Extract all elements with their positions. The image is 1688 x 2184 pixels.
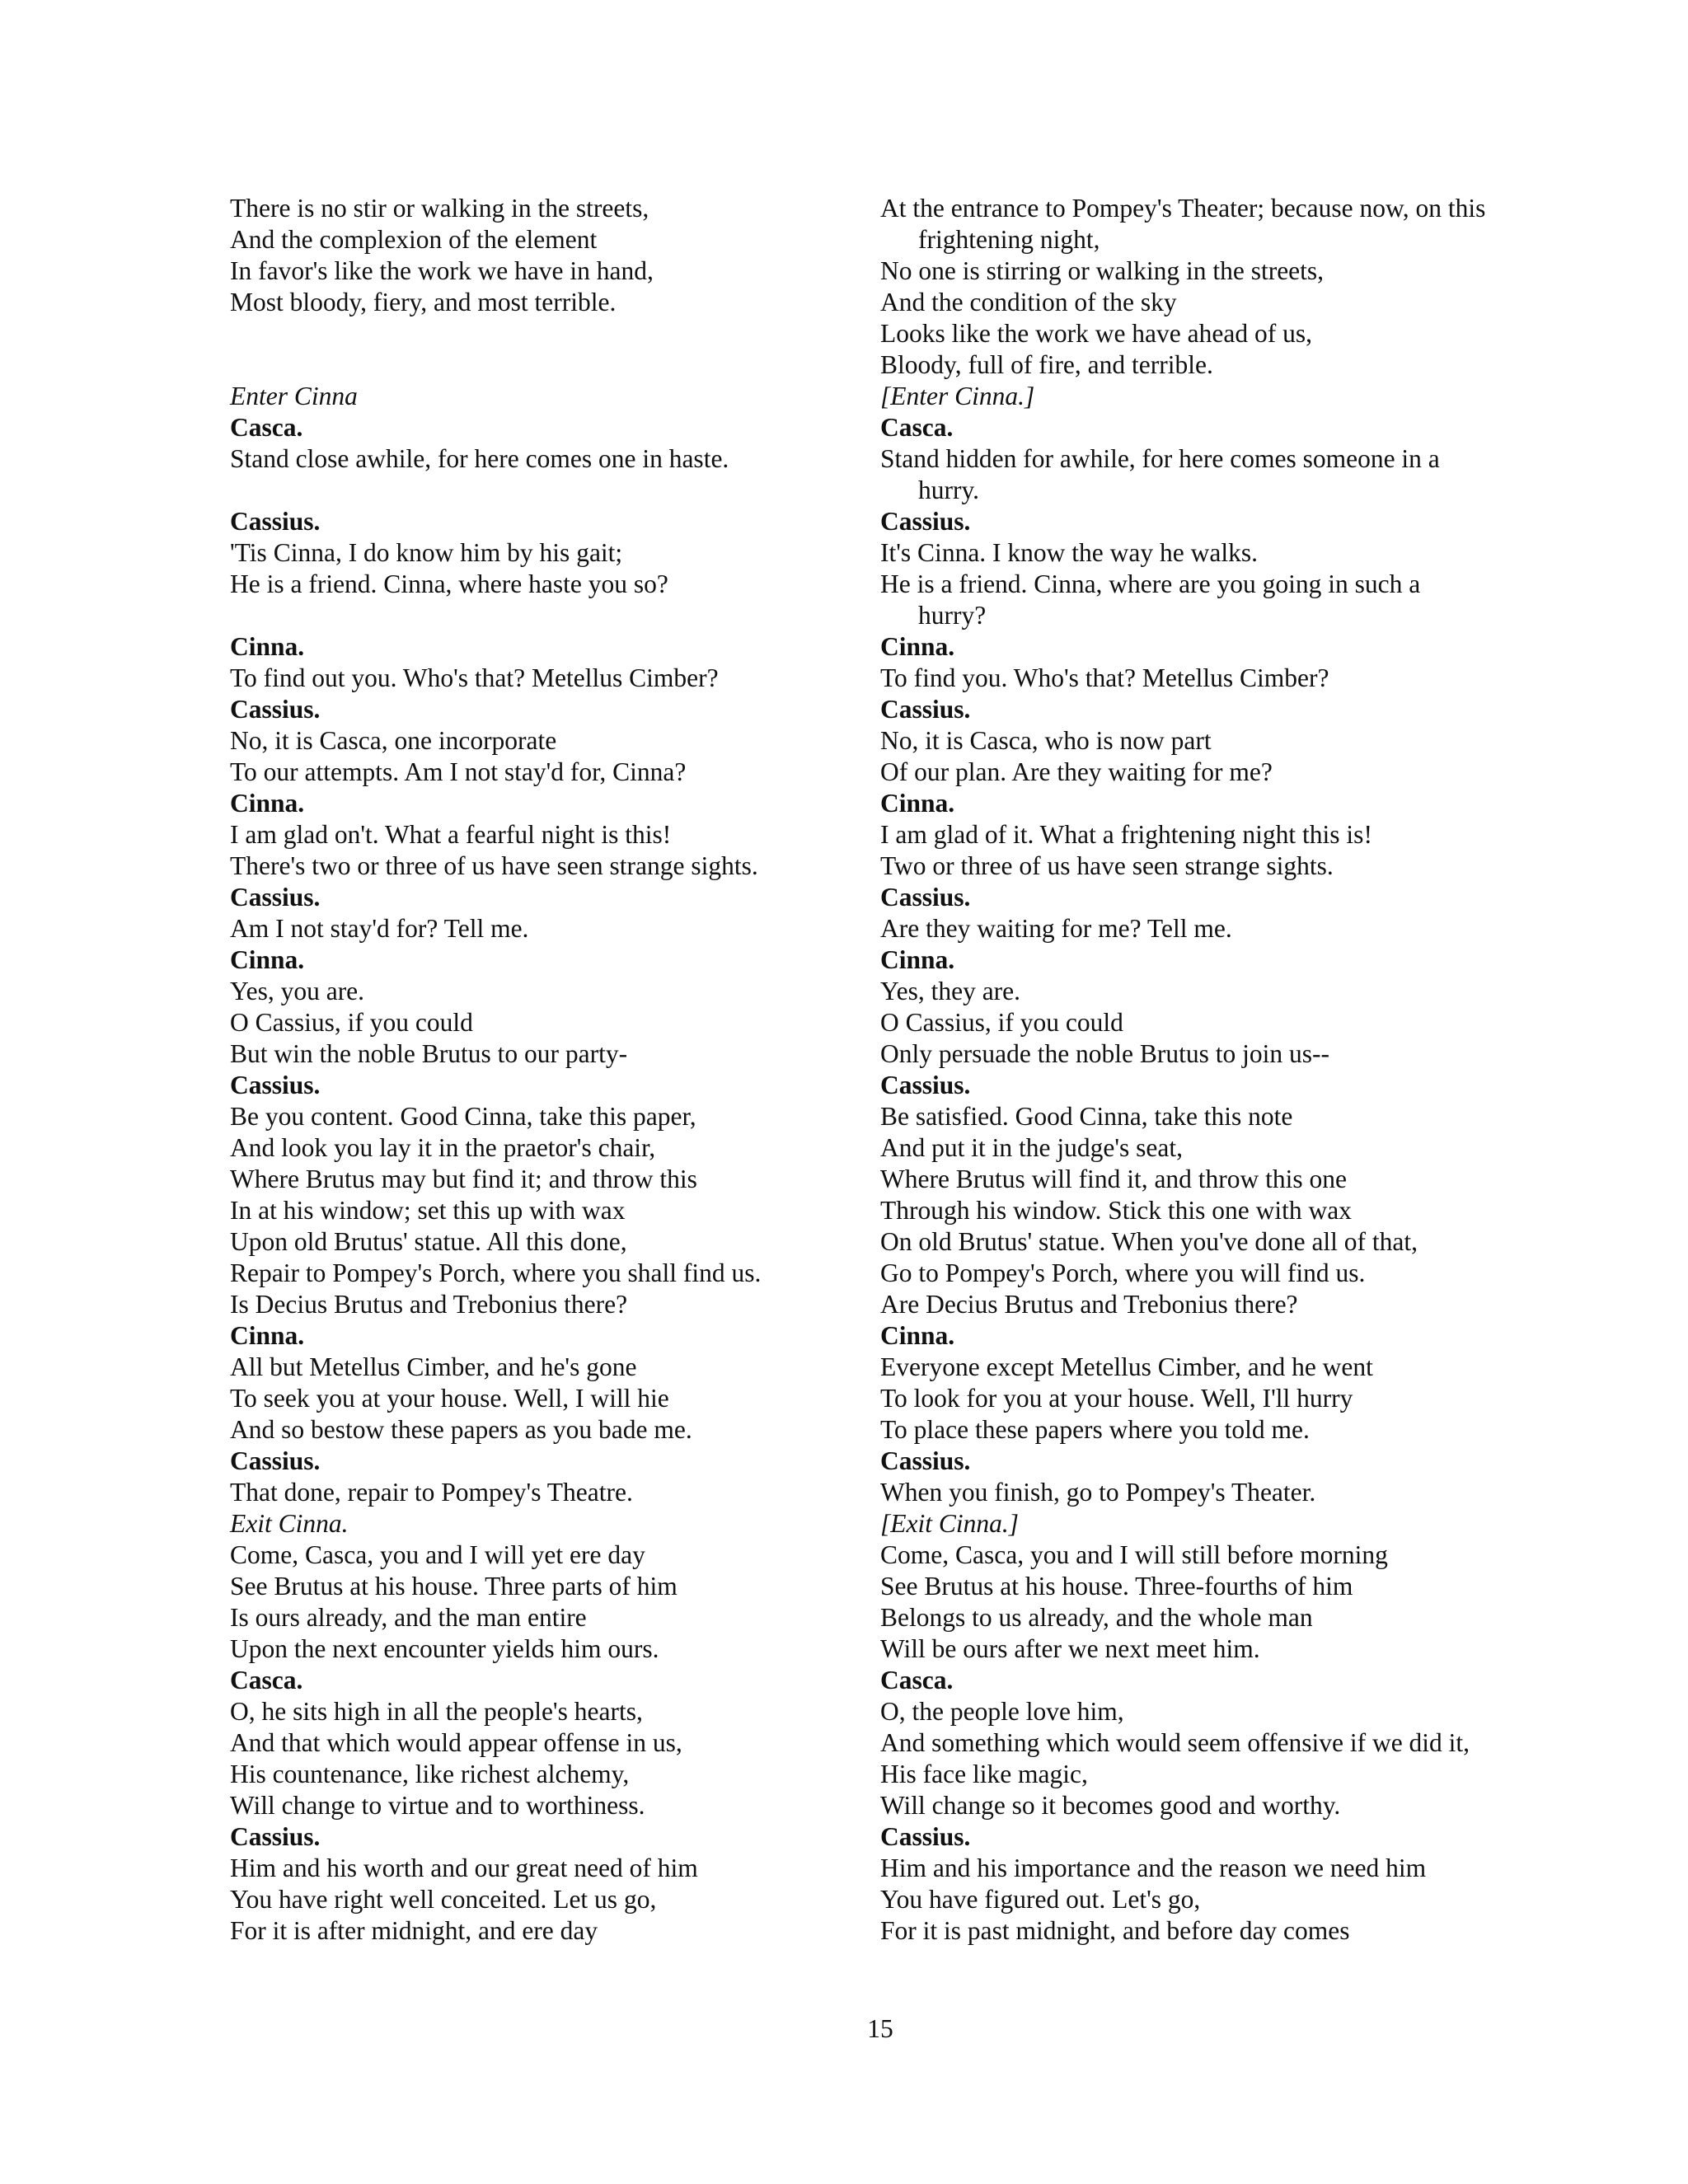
verse-line: And something which would seem offensive if we did it, bbox=[880, 1728, 1470, 1757]
verse-line: O Cassius, if you could bbox=[230, 1008, 473, 1037]
verse-line: No one is stirring or walking in the streets, bbox=[880, 256, 1325, 285]
verse-line: Repair to Pompey's Porch, where you shall find us. bbox=[230, 1258, 762, 1287]
stage-direction: Enter Cinna bbox=[230, 382, 358, 410]
verse-line: Be satisfied. Good Cinna, take this note bbox=[880, 1102, 1293, 1131]
verse-line: That done, repair to Pompey's Theatre. bbox=[230, 1478, 633, 1507]
verse-line: See Brutus at his house. Three-fourths of him bbox=[880, 1572, 1353, 1601]
verse-line: I am glad on't. What a fearful night is this! bbox=[230, 820, 672, 849]
verse-line: In at his window; set this up with wax bbox=[230, 1196, 626, 1225]
speaker-name: Casca. bbox=[230, 1666, 303, 1694]
verse-line: Of our plan. Are they waiting for me? bbox=[880, 757, 1273, 786]
speaker-name: Cassius. bbox=[880, 1071, 971, 1099]
speaker-name: Cinna. bbox=[230, 1321, 305, 1350]
verse-line: O, the people love him, bbox=[880, 1697, 1124, 1726]
verse-line: Come, Casca, you and I will yet ere day bbox=[230, 1540, 645, 1569]
verse-line: To find you. Who's that? Metellus Cimber? bbox=[880, 663, 1329, 692]
verse-line: When you finish, go to Pompey's Theater. bbox=[880, 1478, 1316, 1507]
verse-line: Upon the next encounter yields him ours. bbox=[230, 1634, 659, 1663]
modern-translation-column bbox=[880, 193, 1540, 1947]
verse-line: It's Cinna. I know the way he walks. bbox=[880, 538, 1258, 567]
verse-line: For it is past midnight, and before day comes bbox=[880, 1916, 1350, 1945]
verse-line: Belongs to us already, and the whole man bbox=[880, 1603, 1313, 1632]
verse-line: See Brutus at his house. Three parts of him bbox=[230, 1572, 678, 1601]
verse-line: Where Brutus will find it, and throw this one bbox=[880, 1165, 1348, 1193]
speaker-name: Cinna. bbox=[230, 945, 305, 974]
verse-line: Stand hidden for awhile, for here comes someone in a bbox=[880, 444, 1440, 473]
blank-line bbox=[230, 349, 856, 381]
verse-line: To find out you. Who's that? Metellus Cimber? bbox=[230, 663, 719, 692]
verse-line: Bloody, full of fire, and terrible. bbox=[880, 350, 1213, 379]
verse-line: But win the noble Brutus to our party- bbox=[230, 1039, 628, 1068]
speaker-name: Cassius. bbox=[880, 1446, 971, 1475]
verse-line: Am I not stay'd for? Tell me. bbox=[230, 914, 529, 943]
speaker-name: Cinna. bbox=[230, 789, 305, 818]
original-text-column bbox=[230, 193, 856, 1947]
verse-line: Come, Casca, you and I will still before morning bbox=[880, 1540, 1388, 1569]
verse-line: Is Decius Brutus and Trebonius there? bbox=[230, 1290, 628, 1319]
verse-line: To look for you at your house. Well, I'll hurry bbox=[880, 1384, 1353, 1413]
verse-line: Where Brutus may but find it; and throw this bbox=[230, 1165, 697, 1193]
verse-line: Him and his worth and our great need of him bbox=[230, 1854, 698, 1882]
speaker-name: Cinna. bbox=[880, 945, 955, 974]
speaker-name: Cinna. bbox=[880, 632, 955, 661]
speaker-name: Cassius. bbox=[880, 695, 971, 724]
verse-line: At the entrance to Pompey's Theater; because now, on this bbox=[880, 194, 1486, 223]
verse-line: Yes, they are. bbox=[880, 977, 1021, 1005]
verse-line: There's two or three of us have seen strange sights. bbox=[230, 851, 758, 880]
verse-line: And so bestow these papers as you bade me. bbox=[230, 1415, 692, 1444]
verse-line: To place these papers where you told me. bbox=[880, 1415, 1310, 1444]
verse-line: Will change to virtue and to worthiness. bbox=[230, 1791, 645, 1820]
speaker-name: Cassius. bbox=[880, 883, 971, 912]
speaker-name: Cassius. bbox=[230, 883, 321, 912]
verse-line-continuation: hurry? bbox=[918, 601, 987, 630]
verse-line: And look you lay it in the praetor's chair, bbox=[230, 1133, 656, 1162]
verse-line: You have right well conceited. Let us go, bbox=[230, 1885, 657, 1914]
verse-line: And that which would appear offense in us, bbox=[230, 1728, 682, 1757]
verse-line: Most bloody, fiery, and most terrible. bbox=[230, 288, 617, 316]
verse-line: Stand close awhile, for here comes one in haste. bbox=[230, 444, 729, 473]
verse-line: And the complexion of the element bbox=[230, 225, 598, 254]
verse-line: Two or three of us have seen strange sights. bbox=[880, 851, 1334, 880]
speaker-name: Cassius. bbox=[880, 507, 971, 536]
verse-line: Looks like the work we have ahead of us, bbox=[880, 319, 1312, 348]
blank-line bbox=[230, 600, 856, 631]
verse-line: All but Metellus Cimber, and he's gone bbox=[230, 1352, 637, 1381]
verse-line: No, it is Casca, one incorporate bbox=[230, 726, 557, 755]
verse-line: And put it in the judge's seat, bbox=[880, 1133, 1184, 1162]
speaker-name: Casca. bbox=[230, 413, 303, 442]
verse-line: Will be ours after we next meet him. bbox=[880, 1634, 1260, 1663]
verse-line: To our attempts. Am I not stay'd for, Cinna? bbox=[230, 757, 687, 786]
verse-line: You have figured out. Let's go, bbox=[880, 1885, 1201, 1914]
stage-direction: Exit Cinna. bbox=[230, 1509, 349, 1538]
speaker-name: Cassius. bbox=[230, 695, 321, 724]
verse-line: Through his window. Stick this one with wax bbox=[880, 1196, 1352, 1225]
stage-direction: [Exit Cinna.] bbox=[880, 1509, 1020, 1538]
verse-line: Everyone except Metellus Cimber, and he went bbox=[880, 1352, 1373, 1381]
verse-line: O, he sits high in all the people's hearts, bbox=[230, 1697, 643, 1726]
stage-direction: [Enter Cinna.] bbox=[880, 382, 1035, 410]
verse-line: On old Brutus' statue. When you've done all of that, bbox=[880, 1227, 1418, 1256]
verse-line: He is a friend. Cinna, where are you going in such a bbox=[880, 569, 1421, 598]
speaker-name: Cinna. bbox=[880, 789, 955, 818]
verse-line-continuation: hurry. bbox=[918, 476, 980, 504]
verse-line: No, it is Casca, who is now part bbox=[880, 726, 1212, 755]
verse-line: 'Tis Cinna, I do know him by his gait; bbox=[230, 538, 623, 567]
speaker-name: Cassius. bbox=[230, 1446, 321, 1475]
speaker-name: Cassius. bbox=[230, 1822, 321, 1851]
speaker-name: Cassius. bbox=[230, 1071, 321, 1099]
verse-line: His countenance, like richest alchemy, bbox=[230, 1760, 630, 1788]
verse-line: He is a friend. Cinna, where haste you so? bbox=[230, 569, 668, 598]
verse-line: Him and his importance and the reason we need him bbox=[880, 1854, 1427, 1882]
verse-line: Will change so it becomes good and worthy. bbox=[880, 1791, 1341, 1820]
blank-line bbox=[230, 318, 856, 349]
speaker-name: Cassius. bbox=[880, 1822, 971, 1851]
verse-line: Is ours already, and the man entire bbox=[230, 1603, 587, 1632]
verse-line: There is no stir or walking in the streets, bbox=[230, 194, 649, 223]
verse-line: Upon old Brutus' statue. All this done, bbox=[230, 1227, 627, 1256]
verse-line: Are Decius Brutus and Trebonius there? bbox=[880, 1290, 1298, 1319]
verse-line: In favor's like the work we have in hand, bbox=[230, 256, 654, 285]
verse-line: And the condition of the sky bbox=[880, 288, 1177, 316]
verse-line: I am glad of it. What a frightening night this is! bbox=[880, 820, 1372, 849]
speaker-name: Cinna. bbox=[880, 1321, 955, 1350]
verse-line: To seek you at your house. Well, I will hie bbox=[230, 1384, 669, 1413]
verse-line: His face like magic, bbox=[880, 1760, 1088, 1788]
speaker-name: Cinna. bbox=[230, 632, 305, 661]
verse-line: Yes, you are. bbox=[230, 977, 365, 1005]
page-number: 15 bbox=[867, 2014, 893, 2043]
speaker-name: Cassius. bbox=[230, 507, 321, 536]
verse-line: Are they waiting for me? Tell me. bbox=[880, 914, 1232, 943]
speaker-name: Casca. bbox=[880, 1666, 954, 1694]
verse-line: Be you content. Good Cinna, take this paper, bbox=[230, 1102, 696, 1131]
verse-line: Go to Pompey's Porch, where you will find us. bbox=[880, 1258, 1366, 1287]
verse-line: O Cassius, if you could bbox=[880, 1008, 1123, 1037]
blank-line bbox=[230, 475, 856, 506]
verse-line: For it is after midnight, and ere day bbox=[230, 1916, 598, 1945]
speaker-name: Casca. bbox=[880, 413, 954, 442]
verse-line: Only persuade the noble Brutus to join us-- bbox=[880, 1039, 1330, 1068]
verse-line-continuation: frightening night, bbox=[918, 225, 1100, 254]
